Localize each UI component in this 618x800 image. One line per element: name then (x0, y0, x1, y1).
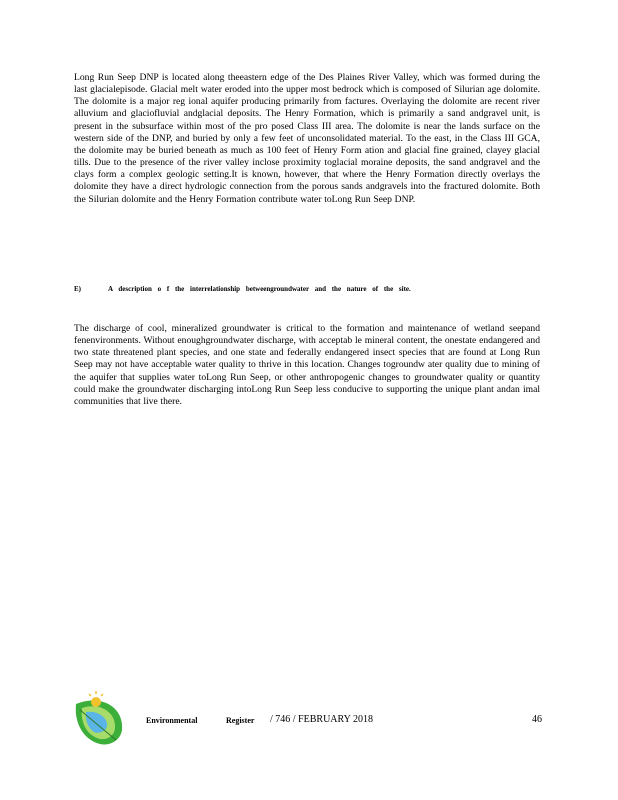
footer-publication: Environmental (146, 716, 198, 725)
body-paragraph-1: Long Run Seep DNP is located along theeastern edge of the Des Plaines River Valley, which was formed during the last glacialepisode. Glacial melt water eroded into the upper most bedrock which is composed of Silurian age dolomite. The dolomite is a major reg ional aquifer producing primarily from factures. Overlaying the dolomite are recent river alluvium and glaciofluvial andglacial deposits. The Henry Formation, which is primarily a sand andgravel unit, is present in the subsurface within most of the pro posed Class III area. The dolomite is near the lands surface on the western side of the DNP, and buried by only a few feet of unconsolidated material. To the east, in the Class III GCA, the dolomite may be buried beneath as much as 100 feet of Henry Form ation and glacial fine grained, clayey glacial tills. Due to the presence of the river valley inclose proximity toglacial moraine deposits, the sand andgravel and the clays form a complex geologic setting.It is known, however, that where the Henry Formation directly overlays the dolomite they have a direct hydrologic connection from the porous sands andgravels into the fractured dolomite. Both the Silurian dolomite and the Henry Formation contribute water toLong Run Seep DNP. (74, 72, 540, 205)
body-paragraph-2: The discharge of cool, mineralized groundwater is critical to the formation and maintenance of wetland seepand fenenvironments. Without enoughgroundwater discharge, with acceptab le mineral content, the onestate endangered and two state threatened plant species, and one state and federally endangered insect species that are found at Long Run Seep may not have acceptable water quality to thrive in this location. Changes togroundw ater quality due to mining of the aquifer that supplies water toLong Run Seep, or other anthropogenic changes to groundwater quality or quantity could make the groundwater discharging intoLong Run Seep less conducive to supporting the unique plant andan imal communities that live there. (74, 323, 540, 407)
footer-issue: / 746 / FEBRUARY 2018 (270, 714, 373, 725)
page-number: 46 (532, 714, 542, 725)
section-heading-label: E) (74, 285, 81, 293)
section-heading-text: A description o f the interrelationship betweengroundwater and the nature of the site. (108, 285, 411, 293)
environmental-register-leaf-logo (70, 690, 128, 748)
page-footer (0, 690, 618, 750)
footer-register: Register (226, 716, 255, 725)
